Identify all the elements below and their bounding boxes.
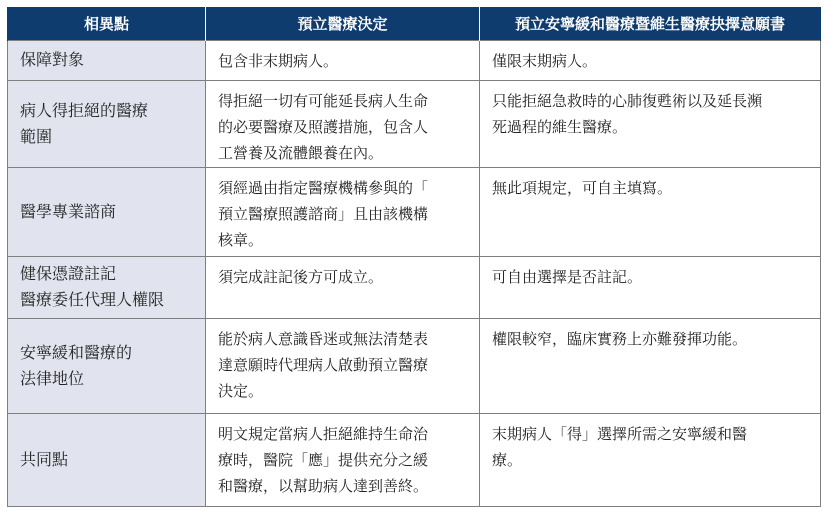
hospice-consent-cell xyxy=(480,40,821,80)
cell-text-line: 達意願時代理病人啟動預立醫療 xyxy=(218,355,429,374)
cell-text-line: 包含非末期病人。 xyxy=(218,51,339,70)
row-label-line: 範圍 xyxy=(20,126,53,146)
advance-decision-cell xyxy=(206,80,480,167)
row-label-line: 保障對象 xyxy=(20,50,85,69)
row-label-line: 病人得拒絕的醫療 xyxy=(20,100,149,120)
row-label-cell xyxy=(8,167,206,256)
hospice-consent-cell xyxy=(480,256,821,318)
header-cell-hospice-consent: 預立安寧緩和醫療暨維生醫療抉擇意願書 xyxy=(480,7,821,40)
row-label-cell xyxy=(8,80,206,167)
cell-text-line: 預立醫療照護諮商」且由該機構 xyxy=(218,204,429,223)
cell-text-line: 須完成註記後方可成立。 xyxy=(218,267,384,286)
advance-decision-cell xyxy=(206,413,480,506)
row-label-cell xyxy=(8,40,206,80)
row-label-line: 醫學專業諮商 xyxy=(20,201,117,221)
cell-text-line: 須經過由指定醫療機構參與的「 xyxy=(218,178,429,197)
table-row xyxy=(8,167,821,256)
advance-decision-cell xyxy=(206,318,480,413)
cell-text-line: 和醫療，以幫助病人達到善終。 xyxy=(218,476,429,495)
cell-text-line: 核章。 xyxy=(218,230,264,249)
cell-text-line: 死過程的維生醫療。 xyxy=(492,117,628,136)
cell-text-line: 療時，醫院「應」提供充分之緩 xyxy=(218,450,429,469)
row-label-line: 安寧緩和醫療的 xyxy=(20,342,133,362)
hospice-consent-cell xyxy=(480,413,821,506)
cell-text-line: 只能拒絕急救時的心肺復甦術以及延長瀕 xyxy=(492,91,763,110)
cell-text-line: 可自由選擇是否註記。 xyxy=(492,267,643,286)
advance-decision-cell xyxy=(206,40,480,80)
cell-text-line: 僅限末期病人。 xyxy=(492,51,598,70)
cell-text-line: 權限較窄，臨床實務上亦難發揮功能。 xyxy=(492,329,748,348)
cell-text-line: 決定。 xyxy=(218,381,264,400)
advance-decision-cell xyxy=(206,167,480,256)
advance-decision-cell xyxy=(206,256,480,318)
cell-text-line: 工營養及流體餵養在內。 xyxy=(218,143,384,162)
row-label-line: 法律地位 xyxy=(20,368,85,388)
row-label-cell xyxy=(8,256,206,318)
cell-text-line: 的必要醫療及照護措施，包含人 xyxy=(218,117,429,136)
comparison-table xyxy=(7,7,821,507)
header-cell-difference: 相異點 xyxy=(8,7,206,40)
comparison-table-container xyxy=(7,7,820,507)
row-label-line: 共同點 xyxy=(20,449,69,469)
row-label-line: 醫療委任代理人權限 xyxy=(20,290,165,309)
table-row xyxy=(8,318,821,413)
cell-text-line: 能於病人意識昏迷或無法清楚表 xyxy=(218,329,429,348)
row-label-line: 健保憑證註記 xyxy=(20,264,117,283)
cell-text-line: 末期病人「得」選擇所需之安寧緩和醫 xyxy=(492,424,748,443)
table-row xyxy=(8,40,821,80)
header-row xyxy=(8,7,821,40)
hospice-consent-cell xyxy=(480,167,821,256)
cell-text-line: 明文規定當病人拒絕維持生命治 xyxy=(218,424,429,443)
hospice-consent-cell xyxy=(480,80,821,167)
row-label-cell xyxy=(8,413,206,506)
cell-text-line: 得拒絕一切有可能延長病人生命 xyxy=(218,91,429,110)
table-row xyxy=(8,413,821,506)
cell-text-line: 療。 xyxy=(492,450,523,469)
table-row xyxy=(8,256,821,318)
header-cell-advance-decision: 預立醫療決定 xyxy=(206,7,480,40)
table-row xyxy=(8,80,821,167)
cell-text-line: 無此項規定，可自主填寫。 xyxy=(492,178,673,197)
hospice-consent-cell xyxy=(480,318,821,413)
row-label-cell xyxy=(8,318,206,413)
